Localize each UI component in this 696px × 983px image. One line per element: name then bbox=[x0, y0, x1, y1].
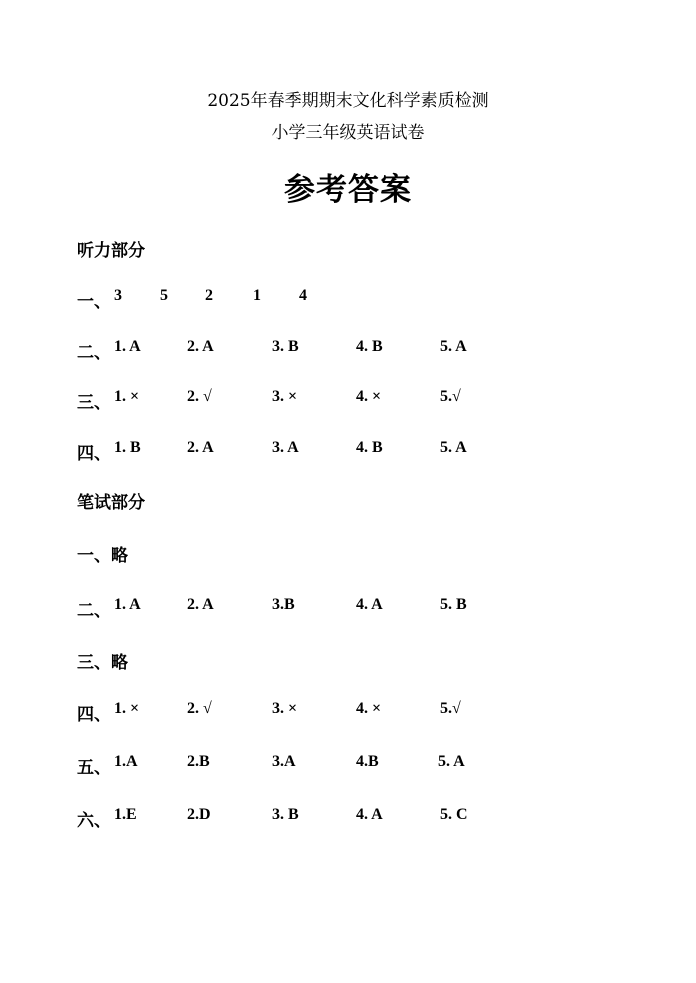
answer-item: 2. √ bbox=[187, 388, 212, 405]
answer-item: 1. B bbox=[114, 439, 141, 456]
row-label: 五、 bbox=[77, 758, 111, 778]
answer-item: 4. B bbox=[356, 338, 383, 355]
answer-item: 5 bbox=[160, 287, 168, 304]
answer-item: 5. C bbox=[440, 806, 468, 823]
answer-item: 4. × bbox=[356, 388, 382, 405]
section-heading-written: 笔试部分 bbox=[77, 493, 145, 513]
answer-item: 5.√ bbox=[440, 700, 461, 717]
answer-item: 3. B bbox=[272, 806, 299, 823]
answer-item: 1. A bbox=[114, 596, 141, 613]
answer-item: 3. × bbox=[272, 388, 298, 405]
answer-item: 2.D bbox=[187, 806, 211, 823]
section-heading-listening: 听力部分 bbox=[77, 241, 145, 261]
answer-item: 3.A bbox=[272, 753, 296, 770]
answer-item: 2. A bbox=[187, 596, 214, 613]
answer-item: 3. × bbox=[272, 700, 298, 717]
exam-title-line2: 小学三年级英语试卷 bbox=[271, 123, 425, 143]
row-label: 一、略 bbox=[77, 546, 128, 566]
row-label: 四、 bbox=[77, 444, 111, 464]
answer-item: 4.B bbox=[356, 753, 379, 770]
exam-title-line1: 2025年春季期期末文化科学素质检测 bbox=[207, 91, 489, 111]
answer-item: 3. A bbox=[272, 439, 299, 456]
answer-item: 2. √ bbox=[187, 700, 212, 717]
answer-item: 5.√ bbox=[440, 388, 461, 405]
row-label: 三、 bbox=[77, 393, 111, 413]
answer-item: 4. × bbox=[356, 700, 382, 717]
answer-item: 4 bbox=[299, 287, 307, 304]
answer-item: 5. A bbox=[438, 753, 465, 770]
answer-item: 2. A bbox=[187, 439, 214, 456]
row-label: 二、 bbox=[77, 343, 111, 363]
answer-item: 2.B bbox=[187, 753, 210, 770]
answer-item: 4. A bbox=[356, 596, 383, 613]
answer-item: 1 bbox=[253, 287, 261, 304]
answer-item: 1. A bbox=[114, 338, 141, 355]
answer-item: 5. A bbox=[440, 338, 467, 355]
answer-item: 4. A bbox=[356, 806, 383, 823]
row-label: 二、 bbox=[77, 601, 111, 621]
row-label: 六、 bbox=[77, 811, 111, 831]
answer-item: 5. B bbox=[440, 596, 467, 613]
answer-item: 4. B bbox=[356, 439, 383, 456]
answer-item: 3 bbox=[114, 287, 122, 304]
row-label: 一、 bbox=[77, 292, 111, 312]
answer-item: 1. × bbox=[114, 388, 140, 405]
row-label: 四、 bbox=[77, 705, 111, 725]
answer-item: 5. A bbox=[440, 439, 467, 456]
row-label: 三、略 bbox=[77, 653, 128, 673]
page-title: 参考答案 bbox=[284, 172, 412, 208]
answer-item: 1. × bbox=[114, 700, 140, 717]
answer-item: 3.B bbox=[272, 596, 295, 613]
answer-item: 2 bbox=[205, 287, 213, 304]
answer-item: 1.A bbox=[114, 753, 138, 770]
answer-item: 1.E bbox=[114, 806, 137, 823]
answer-item: 3. B bbox=[272, 338, 299, 355]
answer-item: 2. A bbox=[187, 338, 214, 355]
